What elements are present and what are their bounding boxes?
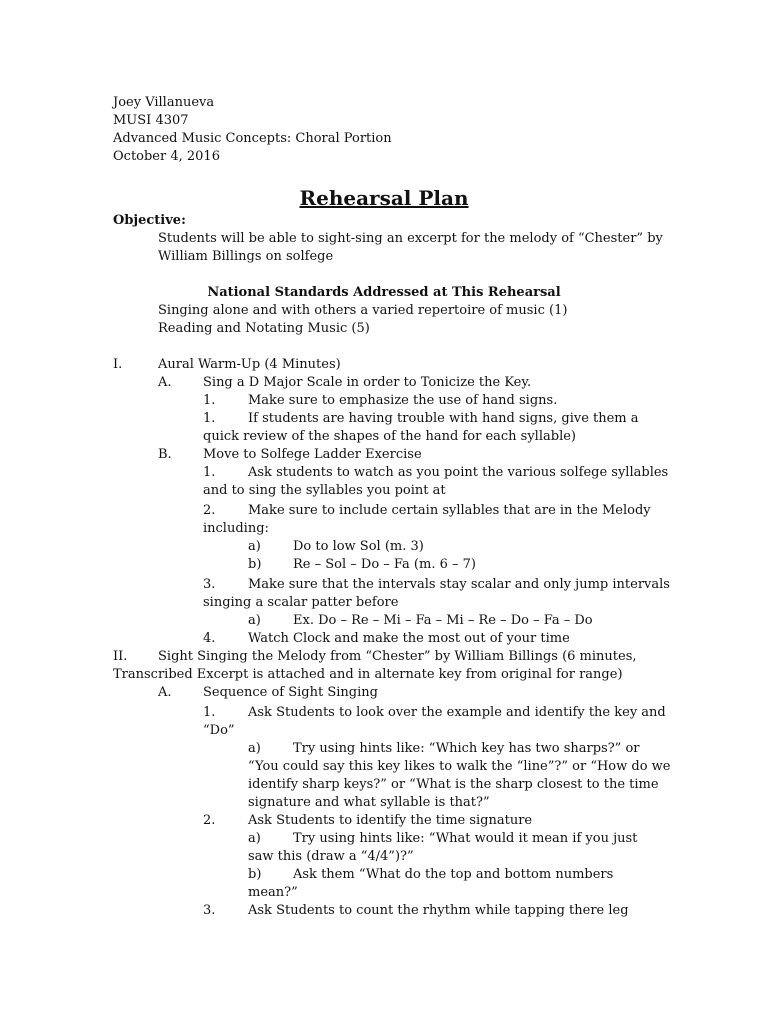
section1-b-item3-line2: singing a scalar patter before (203, 595, 399, 610)
standards-heading: National Standards Addressed at This Rehearsal (207, 285, 561, 300)
section1-b-sub-a: Do to low Sol (m. 3) (293, 539, 424, 554)
section2-a-sub2a-label: a) (248, 831, 261, 846)
document-date: October 4, 2016 (113, 149, 220, 164)
section2-a-item1-line2: “Do” (203, 723, 235, 738)
section2-a-sub-a-line4: signature and what syllable is that?” (248, 795, 490, 810)
section2-a-sub2a-line1: Try using hints like: “What would it mean if you just (293, 831, 638, 846)
section1-title: Aural Warm-Up (4 Minutes) (158, 357, 341, 372)
section2-a-sub-a-line1: Try using hints like: “Which key has two sharps?” or (293, 741, 640, 756)
objective-text-line1: Students will be able to sight-sing an excerpt for the melody of “Chester” by (158, 231, 663, 246)
section1-b-letter: B. (158, 447, 172, 462)
section1-b-item4: Watch Clock and make the most out of your time (248, 631, 570, 646)
objective-text-line2: William Billings on solfege (158, 249, 334, 264)
section1-b-sub-b: Re – Sol – Do – Fa (m. 6 – 7) (293, 557, 476, 572)
section2-a-sub2a-line2: saw this (draw a “4/4”)?” (248, 849, 414, 864)
section1-b-text: Move to Solfege Ladder Exercise (203, 447, 422, 462)
section1-a-item2-num: 1. (203, 411, 216, 426)
section1-a-text: Sing a D Major Scale in order to Tonicize the Key. (203, 375, 532, 390)
section2-a-item3-num: 3. (203, 903, 216, 918)
section1-b-item2-line1: Make sure to include certain syllables that are in the Melody (248, 503, 651, 518)
section2-title-line1: Sight Singing the Melody from “Chester” by William Billings (6 minutes, (158, 649, 637, 664)
author-name: Joey Villanueva (113, 95, 215, 110)
section2-a-item2-num: 2. (203, 813, 216, 828)
section2-a-sub-a-label: a) (248, 741, 261, 756)
section2-a-letter: A. (158, 685, 172, 700)
section1-b-item1-num: 1. (203, 465, 216, 480)
section1-a-item1: Make sure to emphasize the use of hand signs. (248, 393, 558, 408)
section2-a-sub2b-line2: mean?” (248, 885, 298, 900)
section2-a-item1-line1: Ask Students to look over the example and identify the key and (248, 705, 666, 720)
section1-b-item3-line1: Make sure that the intervals stay scalar and only jump intervals (248, 577, 670, 592)
section1-b-item1-line1: Ask students to watch as you point the various solfege syllables (248, 465, 669, 480)
section1-b-item1-line2: and to sing the syllables you point at (203, 483, 446, 498)
standard-item-2: Reading and Notating Music (5) (158, 321, 370, 336)
section2-a-text: Sequence of Sight Singing (203, 685, 378, 700)
section1-a-letter: A. (158, 375, 172, 390)
objective-label: Objective: (113, 213, 186, 228)
section1-a-item2-line2: quick review of the shapes of the hand for each syllable) (203, 429, 576, 444)
section1-a-item2-line1: If students are having trouble with hand signs, give them a (248, 411, 639, 426)
section2-a-item3: Ask Students to count the rhythm while tapping there leg (248, 903, 629, 918)
standard-item-1: Singing alone and with others a varied repertoire of music (1) (158, 303, 568, 318)
course-title: Advanced Music Concepts: Choral Portion (113, 131, 392, 146)
section2-a-sub2b-line1: Ask them “What do the top and bottom numbers (293, 867, 614, 882)
section1-a-item1-num: 1. (203, 393, 216, 408)
section2-a-item2: Ask Students to identify the time signature (248, 813, 533, 828)
section2-a-sub-a-line3: identify sharp keys?” or “What is the sharp closest to the time (248, 777, 659, 792)
section1-b-sub-a-label: a) (248, 539, 261, 554)
page-title: Rehearsal Plan (299, 186, 469, 210)
section2-number: II. (113, 649, 128, 664)
section2-a-sub2b-label: b) (248, 867, 262, 882)
section1-b-item2-num: 2. (203, 503, 216, 518)
section2-a-sub-a-line2: “You could say this key likes to walk the “line”?” or “How do we (248, 759, 671, 774)
section1-b-sub-b-label: b) (248, 557, 262, 572)
section1-b-sub-c: Ex. Do – Re – Mi – Fa – Mi – Re – Do – Fa – Do (293, 613, 593, 628)
course-number: MUSI 4307 (113, 113, 189, 128)
section1-b-sub-c-label: a) (248, 613, 261, 628)
section1-b-item2-line2: including: (203, 521, 269, 536)
section2-title-line2: Transcribed Excerpt is attached and in alternate key from original for range) (113, 667, 623, 682)
section1-number: I. (113, 357, 123, 372)
section1-b-item4-num: 4. (203, 631, 216, 646)
section2-a-item1-num: 1. (203, 705, 216, 720)
section1-b-item3-num: 3. (203, 577, 216, 592)
